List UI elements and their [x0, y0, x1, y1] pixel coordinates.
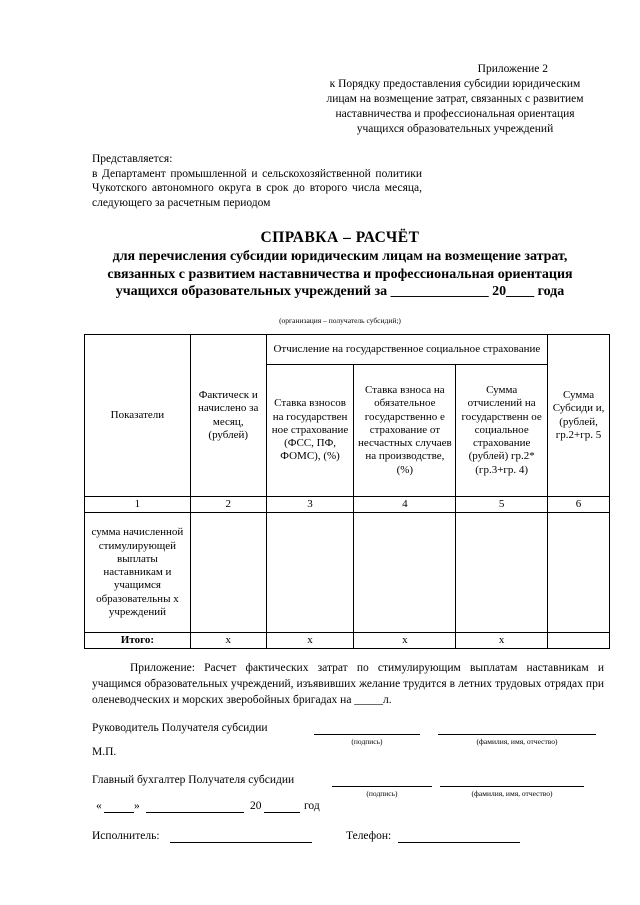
accountant-name-line[interactable] — [440, 786, 584, 787]
data-cell[interactable] — [354, 513, 456, 633]
head-label: Руководитель Получателя субсидии — [92, 722, 268, 734]
date-year-line[interactable] — [264, 812, 300, 813]
appendix-line: наставничества и профессиональная ориентация — [335, 108, 575, 120]
presented-label: Представляется: — [92, 153, 173, 165]
document-title: СПРАВКА – РАСЧЁТ — [260, 229, 420, 246]
header-accident-rate: Ставка взноса на обязательное государственно е страхование от несчастных случаев на производстве, (%) — [354, 365, 456, 497]
name-hint: (фамилия, имя, отчество) — [476, 737, 558, 746]
document-subtitle-line: учащихся образовательных учреждений за ______________ 20____ года — [115, 284, 565, 299]
appendix-line: к Порядку предоставления субсидии юридическим — [329, 78, 581, 90]
header-subsidy-sum: Сумма Субсиди и, (рублей, гр.2+гр. 5 — [548, 335, 610, 497]
name-hint: (фамилия, имя, отчество) — [471, 789, 553, 798]
year-prefix: 20 — [250, 800, 262, 812]
column-number: 5 — [456, 497, 548, 513]
column-number: 2 — [190, 497, 266, 513]
header-insurance-rate: Ставка взносов на государствен ное страхование (ФСС, ПФ, ФОМС), (%) — [266, 365, 354, 497]
data-cell[interactable] — [456, 513, 548, 633]
column-number: 4 — [354, 497, 456, 513]
appendix-title: Приложение 2 — [477, 63, 548, 75]
column-number: 1 — [85, 497, 191, 513]
header-actual-accrued: Фактическ и начислено за месяц, (рублей) — [190, 335, 266, 497]
organization-hint: (организация – получатель субсидий;) — [279, 316, 401, 325]
year-suffix: год — [304, 800, 320, 812]
presented-block — [92, 152, 422, 210]
signature-hint: (подпись) — [351, 737, 383, 746]
total-label: Итого: — [85, 633, 191, 649]
phone-label: Телефон: — [346, 830, 392, 842]
date-day-line[interactable] — [104, 812, 134, 813]
appendix-block — [300, 62, 610, 137]
total-mark: х — [266, 633, 354, 649]
stamp-label: М.П. — [92, 746, 117, 758]
executor-line[interactable] — [170, 842, 312, 843]
column-number: 3 — [266, 497, 354, 513]
data-cell[interactable] — [266, 513, 354, 633]
document-subtitle-line: для перечисления субсидии юридическим лицам на возмещение затрат, — [112, 249, 568, 264]
appendix-line: лицам на возмещение затрат, связанных с развитием — [326, 93, 584, 105]
column-number: 6 — [548, 497, 610, 513]
total-mark: х — [190, 633, 266, 649]
total-mark: х — [354, 633, 456, 649]
header-deductions-sum: Сумма отчислений на государственн ое социальное страхование (рублей) гр.2*(гр.3+гр. 4) — [456, 365, 548, 497]
data-cell[interactable] — [548, 513, 610, 633]
presented-text: в Департамент промышленной и сельскохозяйственной политики Чукотского автономного округа в срок до второго числа месяца, следующего за расчетным периодом — [92, 167, 422, 209]
head-signature-line[interactable] — [314, 734, 420, 735]
header-indicators: Показатели — [85, 335, 191, 497]
data-cell[interactable] — [190, 513, 266, 633]
total-mark: х — [456, 633, 548, 649]
date-month-line[interactable] — [146, 812, 244, 813]
executor-label: Исполнитель: — [92, 830, 160, 842]
head-name-line[interactable] — [438, 734, 596, 735]
date-open-quote: « — [96, 800, 102, 812]
document-heading — [60, 228, 620, 301]
appendix-note: Приложение: Расчет фактических затрат по стимулирующим выплатам наставникам и учащимся образовательных учреждений, изъявивших желание трудится в летних трудовых отрядах при оленеводческих и морских зверобойных бригадах на _____л. — [92, 662, 604, 706]
accountant-signature-line[interactable] — [332, 786, 432, 787]
header-social-insurance-group: Отчисление на государственное социальное страхование — [266, 335, 547, 365]
accountant-label: Главный бухгалтер Получателя субсидии — [92, 774, 295, 786]
appendix-line: учащихся образовательных учреждений — [356, 123, 554, 135]
row-label: сумма начисленной стимулирующей выплаты наставникам и учащимся образовательны х учреждений — [85, 513, 191, 633]
document-subtitle-line: связанных с развитием наставничества и профессиональная ориентация — [107, 266, 573, 282]
signature-hint: (подпись) — [366, 789, 398, 798]
phone-line[interactable] — [398, 842, 520, 843]
data-cell[interactable] — [548, 633, 610, 649]
date-close-quote: » — [134, 800, 140, 812]
calculation-table — [84, 334, 610, 649]
